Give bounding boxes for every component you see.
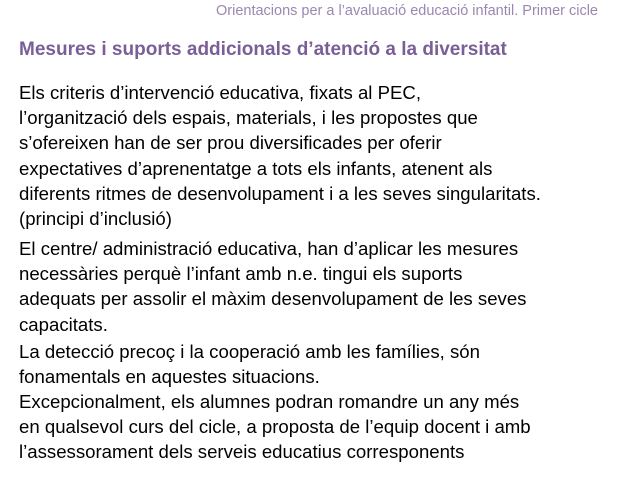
paragraph-centre-measures <box>19 236 526 337</box>
paragraph-line: s’ofereixen han de ser prou diversificades per oferir <box>19 132 442 154</box>
paragraph-exceptional-repetition <box>19 389 531 465</box>
paragraph-line: La detecció precoç i la cooperació amb les famílies, són <box>19 341 480 362</box>
paragraph-line: diferents ritmes de desenvolupament i a les seves singularitats. <box>19 182 541 204</box>
paragraph-line: Els criteris d’intervenció educativa, fixats al PEC, <box>19 82 421 103</box>
paragraph-line: capacitats. <box>19 313 108 335</box>
paragraph-line: (principi d’inclusió) <box>19 208 172 230</box>
page-header: Orientacions per a l’avaluació educació infantil. Primer cicle <box>215 3 598 19</box>
paragraph-line: necessàries perquè l’infant amb n.e. tingui els suports <box>19 263 463 285</box>
paragraph-line: l’organització dels espais, materials, i les propostes que <box>19 107 478 129</box>
paragraph-line: l’assessorament dels serveis educatius corresponents <box>19 441 465 463</box>
paragraph-early-detection <box>19 339 480 389</box>
paragraph-line: expectatives d’aprenentatge a tots els infants, atenent als <box>19 157 493 179</box>
paragraph-line: El centre/ administració educativa, han d’aplicar les mesures <box>19 238 519 259</box>
paragraph-line: en qualsevol curs del cicle, a proposta de l’equip docent i amb <box>19 416 531 438</box>
paragraph-inclusion-principle <box>19 80 541 231</box>
slide-title: Mesures i suports addicionals d’atenció a la diversitat <box>19 39 507 60</box>
paragraph-line: adequats per assolir el màxim desenvolupament de les seves <box>19 288 527 310</box>
paragraph-line: Excepcionalment, els alumnes podran romandre un any més <box>19 391 520 412</box>
paragraph-line: fonamentals en aquestes situacions. <box>19 366 320 388</box>
